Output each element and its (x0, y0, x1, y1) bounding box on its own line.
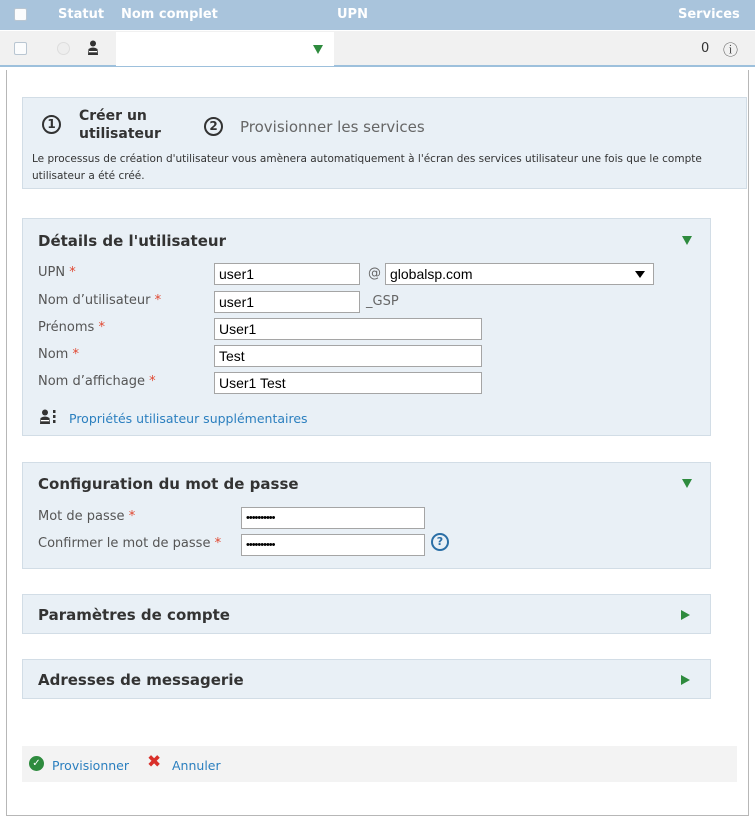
step2-label: Provisionner les services (240, 118, 425, 136)
wizard-steps (22, 97, 747, 189)
username-label: Nom d’utilisateur * (38, 293, 162, 308)
new-user-row (0, 31, 755, 67)
user-details-section (22, 218, 711, 436)
upn-label: UPN * (38, 265, 76, 280)
username-suffix: _GSP (366, 294, 399, 309)
column-upn[interactable]: UPN (337, 7, 368, 22)
column-full-name[interactable]: Nom complet (121, 7, 218, 22)
collapse-arrow-icon[interactable] (682, 236, 692, 245)
status-indicator (57, 42, 70, 55)
info-icon[interactable]: ⓘ (723, 41, 739, 59)
password-section (22, 462, 711, 569)
email-addresses-section[interactable] (22, 659, 711, 699)
username-input[interactable]: user1 (214, 291, 360, 313)
at-sign: @ (368, 266, 381, 281)
cancel-button[interactable]: Annuler (172, 758, 221, 773)
lastname-input[interactable]: Test (214, 345, 482, 367)
dropdown-arrow-icon[interactable] (313, 45, 323, 54)
password-label: Mot de passe * (38, 509, 136, 524)
checkmark-icon[interactable]: ✓ (29, 756, 44, 771)
create-user-panel (6, 70, 749, 816)
domain-select[interactable] (385, 263, 654, 285)
help-icon[interactable]: ? (431, 533, 449, 551)
confirm-password-label: Confirmer le mot de passe * (38, 536, 222, 551)
firstname-input[interactable]: User1 (214, 318, 482, 340)
domain-select-value: globalsp.com (390, 266, 473, 282)
firstname-label: Prénoms * (38, 320, 105, 335)
step1-number: 1 (42, 115, 61, 134)
chevron-down-icon (635, 271, 645, 278)
displayname-input[interactable]: User1 Test (214, 372, 482, 394)
email-addresses-title[interactable]: Adresses de messagerie (38, 671, 244, 689)
upn-input[interactable]: user1 (214, 263, 360, 285)
grid-header (0, 0, 755, 30)
password-input[interactable]: •••••••••• (241, 507, 425, 529)
row-name-cell[interactable] (116, 32, 334, 66)
action-footer (22, 746, 737, 782)
user-icon (87, 40, 99, 56)
confirm-password-input[interactable]: •••••••••• (241, 534, 425, 556)
collapse-arrow-icon[interactable] (682, 479, 692, 488)
extra-properties-link[interactable]: Propriétés utilisateur supplémentaires (69, 411, 308, 426)
column-status[interactable]: Statut (58, 7, 105, 22)
displayname-label: Nom d’affichage * (38, 374, 156, 389)
account-settings-title[interactable]: Paramètres de compte (38, 606, 230, 624)
row-checkbox[interactable] (14, 42, 27, 55)
select-all-checkbox[interactable] (14, 8, 27, 21)
password-title[interactable]: Configuration du mot de passe (38, 475, 299, 493)
step2-number: 2 (204, 117, 223, 136)
user-details-title[interactable]: Détails de l'utilisateur (38, 232, 226, 250)
services-count: 0 (701, 41, 710, 56)
column-services[interactable]: Services (678, 7, 740, 22)
lastname-label: Nom * (38, 347, 79, 362)
expand-arrow-icon[interactable] (681, 610, 690, 620)
account-settings-section[interactable] (22, 594, 711, 634)
step1-label: Créer un utilisateur (79, 108, 161, 142)
wizard-description: Le processus de création d'utilisateur vous amènera automatiquement à l'écran des services utilisateur une fois que le compte utilisateur a été créé. (32, 153, 702, 182)
expand-arrow-icon[interactable] (681, 675, 690, 685)
user-properties-icon (39, 409, 57, 425)
provision-button[interactable]: Provisionner (52, 758, 130, 773)
close-icon[interactable]: ✖ (147, 752, 162, 772)
